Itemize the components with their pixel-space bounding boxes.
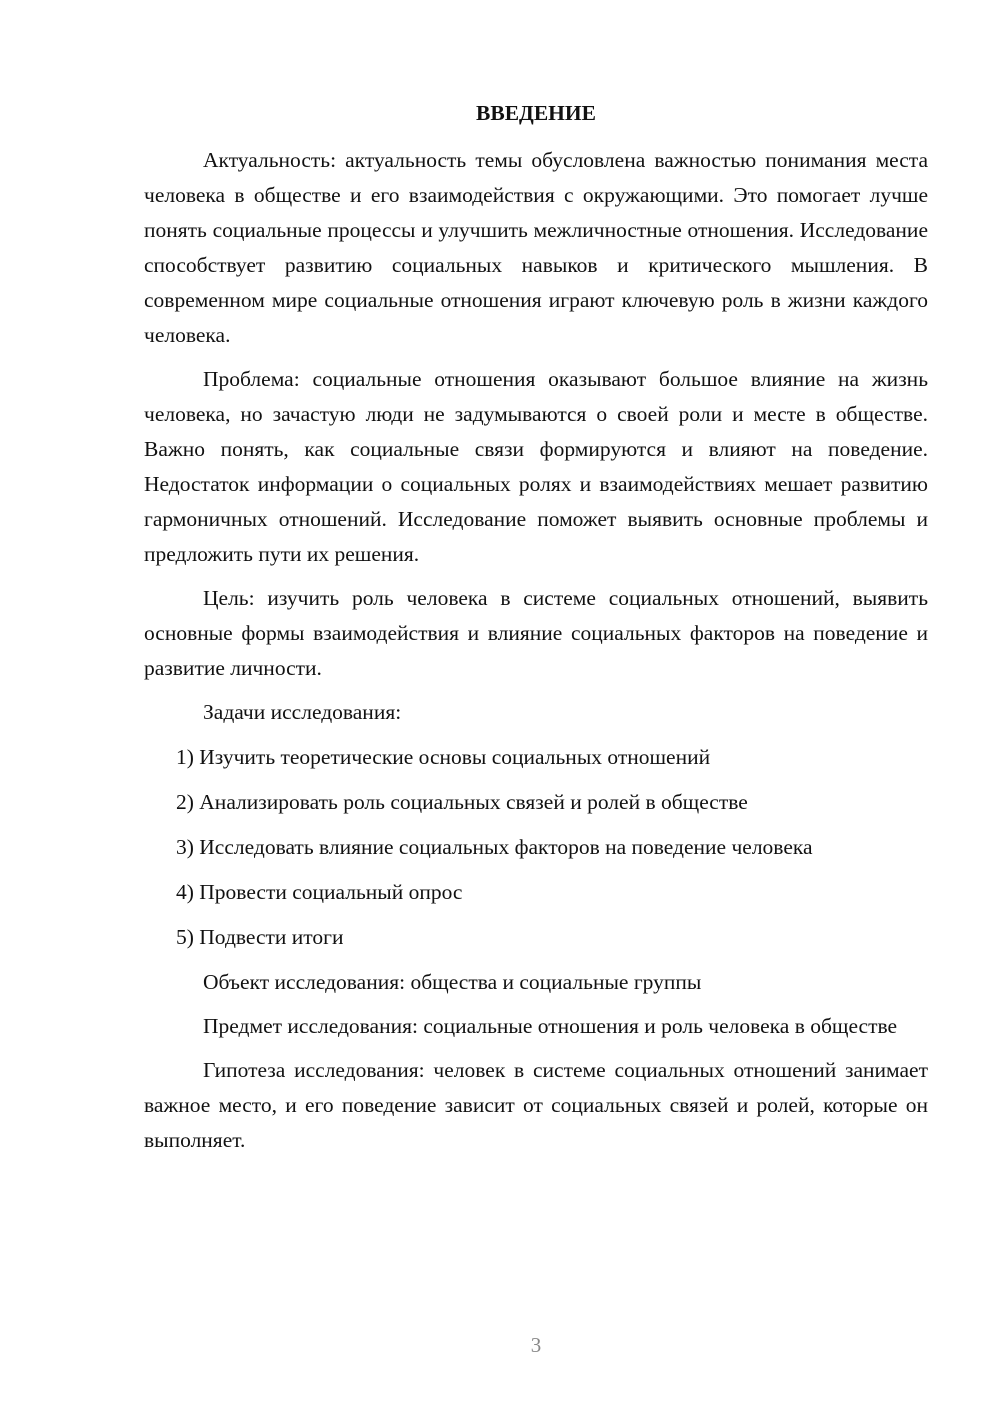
tasks-heading: Задачи исследования:	[203, 700, 402, 724]
task-item: 4) Провести социальный опрос	[176, 880, 463, 904]
relevance-paragraph: Актуальность: актуальность темы обусловлена важностью понимания места человека в обществе и его взаимодействия с окружающими. Это помогает лучше понять социальные процессы и улучшить межличностные отношения. Исследование способствует развитию социальных навыков и критического мышления. В современном мире социальные отношения играют ключевую роль в жизни каждого человека.	[144, 148, 928, 347]
hypothesis-paragraph: Гипотеза исследования: человек в системе социальных отношений занимает важное место, и его поведение зависит от социальных связей и ролей, которые он выполняет.	[144, 1058, 928, 1152]
object-paragraph: Объект исследования: общества и социальные группы	[203, 970, 702, 994]
problem-paragraph: Проблема: социальные отношения оказывают большое влияние на жизнь человека, но зачастую люди не задумываются о своей роли и месте в обществе. Важно понять, как социальные связи формируются и влияют на поведение. Недостаток информации о социальных ролях и взаимодействиях мешает развитию гармоничных отношений. Исследование поможет выявить основные проблемы и предложить пути их решения.	[144, 367, 928, 566]
page-content	[144, 96, 928, 1167]
page-number: 3	[530, 1333, 542, 1357]
task-item: 5) Подвести итоги	[176, 925, 344, 949]
subject-paragraph: Предмет исследования: социальные отношения и роль человека в обществе	[203, 1014, 898, 1038]
task-item: 1) Изучить теоретические основы социальных отношений	[176, 745, 711, 769]
task-item: 2) Анализировать роль социальных связей и ролей в обществе	[176, 790, 748, 814]
task-item: 3) Исследовать влияние социальных факторов на поведение человека	[176, 835, 813, 859]
section-heading: ВВЕДЕНИЕ	[476, 101, 596, 125]
goal-paragraph: Цель: изучить роль человека в системе социальных отношений, выявить основные формы взаимодействия и влияние социальных факторов на поведение и развитие личности.	[144, 586, 928, 680]
